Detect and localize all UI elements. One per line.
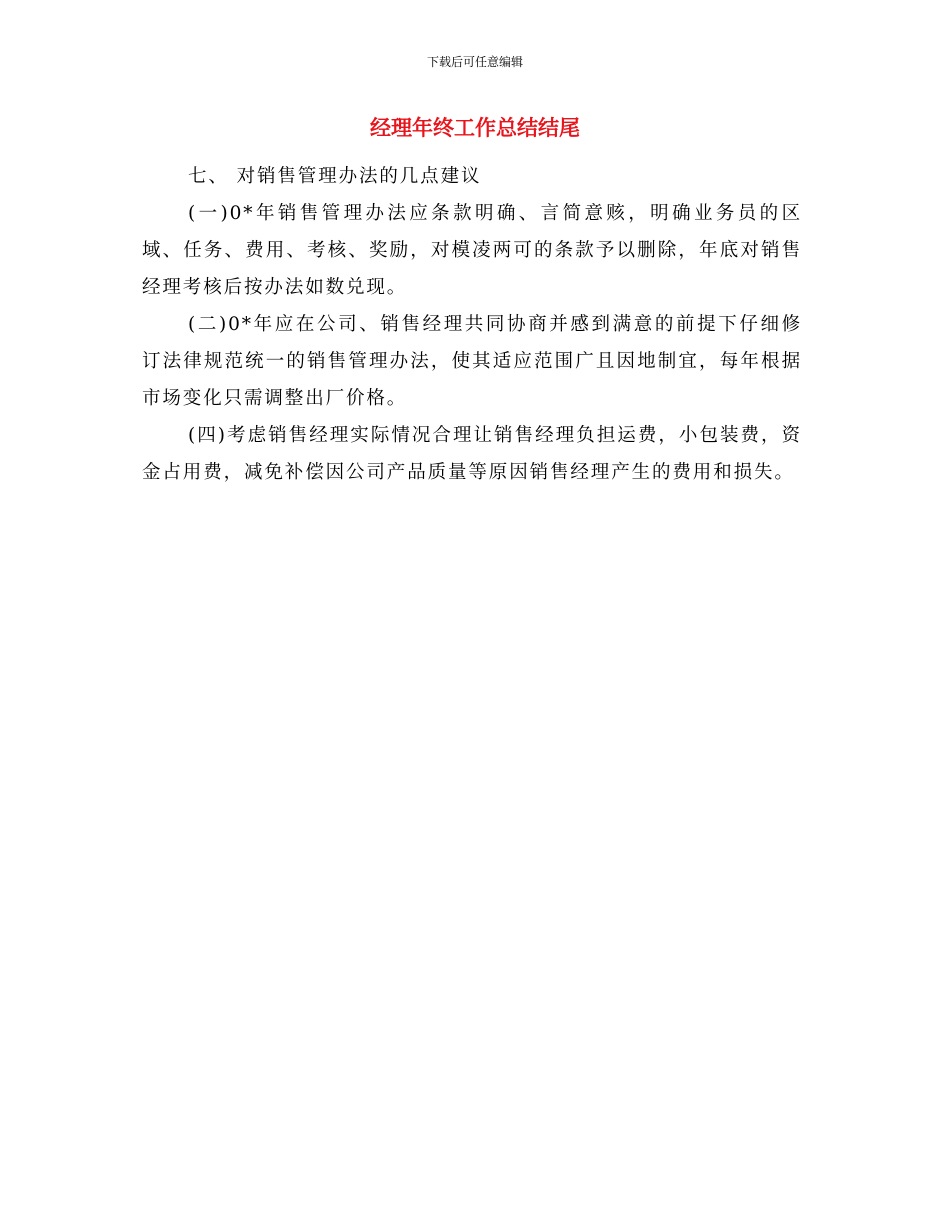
- paragraph-2: (二)0*年应在公司、销售经理共同协商并感到满意的前提下仔细修订法律规范统一的销售管理办法，使其适应范围广且因地制宜，每年根据市场变化只需调整出厂价格。: [142, 314, 802, 409]
- page-header-note: 下载后可任意编辑: [426, 55, 523, 69]
- section-heading: 七、 对销售管理办法的几点建议: [188, 166, 482, 187]
- document-body: [142, 158, 802, 491]
- paragraph-3: (四)考虑销售经理实际情况合理让销售经理负担运费，小包装费，资金占用费，减免补偿因公司产品质量等原因销售经理产生的费用和损失。: [142, 425, 802, 483]
- paragraph-1: (一)0*年销售管理办法应条款明确、言简意赅，明确业务员的区域、任务、费用、考核、奖励，对模凌两可的条款予以删除，年底对销售经理考核后按办法如数兑现。: [142, 203, 802, 298]
- document-title: 经理年终工作总结结尾: [370, 116, 580, 140]
